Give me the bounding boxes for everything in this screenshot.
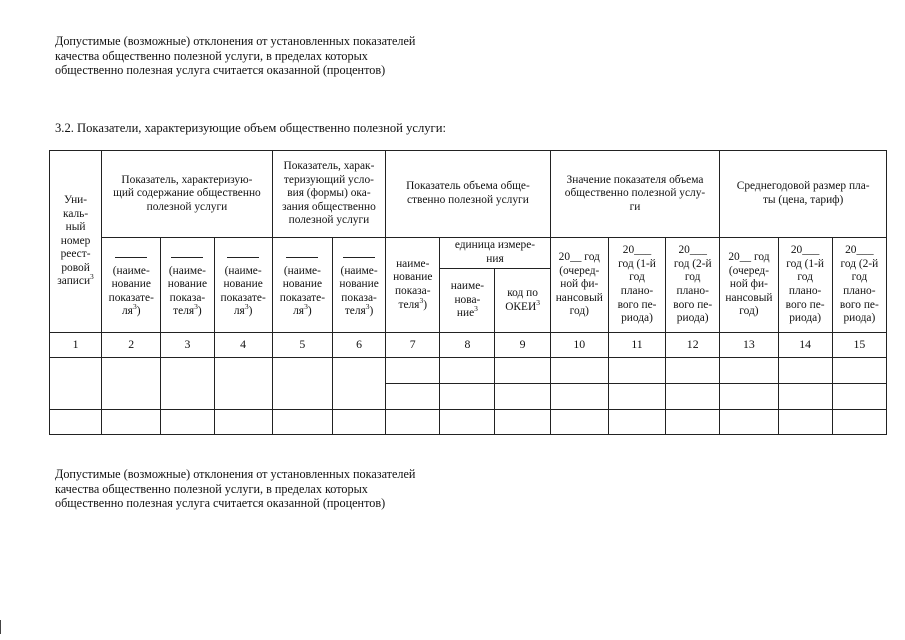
column-number: 6 (333, 333, 386, 358)
header-indicator-name-3: (наиме- нование показа- теля$^3$) (161, 238, 214, 333)
deviation-paragraph-bottom: Допустимые (возможные) отклонения от установленных показателей качества общественно полезной услуги, в пределах которых общественно полезная услуга считается оказанной (процентов) (55, 467, 416, 511)
empty-cell (386, 358, 440, 384)
empty-cell (495, 410, 550, 435)
empty-cell (832, 410, 886, 435)
empty-cell (550, 384, 608, 410)
column-number: 4 (214, 333, 272, 358)
header-year-2: 20___ год (1-й год плано- вого пе- риода) (608, 238, 665, 333)
deviation-paragraph-top: Допустимые (возможные) отклонения от установленных показателей качества общественно полезной услуги, в пределах которых общественно полезная услуга считается оказанной (процентов) (55, 34, 416, 78)
column-number: 2 (102, 333, 161, 358)
empty-cell (440, 358, 495, 384)
header-indicator-name-2: (наиме- нование показате- $ля^3$) (102, 238, 161, 333)
column-number: 10 (550, 333, 608, 358)
header-registry-number: Уни- каль- ный номер реест- ровой записи$^3$ (50, 151, 102, 333)
column-number: 11 (608, 333, 665, 358)
empty-cell (272, 410, 332, 435)
empty-cell (495, 358, 550, 384)
empty-cell (778, 410, 832, 435)
header-indicator-name-6: (наиме- нование показа- теля$^3$) (333, 238, 386, 333)
empty-cell (720, 358, 778, 384)
empty-cell (550, 358, 608, 384)
empty-cell (666, 384, 720, 410)
empty-cell (720, 384, 778, 410)
column-number: 12 (666, 333, 720, 358)
empty-cell (666, 358, 720, 384)
column-number: 13 (720, 333, 778, 358)
empty-cell (608, 410, 665, 435)
header-volume-name: наиме- нование показа- теля$^3$) (386, 238, 440, 333)
empty-cell (608, 358, 665, 384)
scan-edge-mark (0, 620, 1, 634)
header-indicator-name-5: (наиме- нование показате- $ля^3$) (272, 238, 332, 333)
column-number: 5 (272, 333, 332, 358)
header-year-3: 20___ год (2-й год плано- вого пе- риода) (666, 238, 720, 333)
empty-cell (440, 410, 495, 435)
empty-cell (778, 384, 832, 410)
header-year-4: 20__ год (очеред- ной фи- нансовый год) (720, 238, 778, 333)
column-number: 1 (50, 333, 102, 358)
table-row (50, 410, 887, 435)
header-volume-value: Значение показателя объема общественно полезной услу- ги (550, 151, 720, 238)
empty-cell (666, 410, 720, 435)
column-number-row (50, 333, 887, 358)
header-unit-okei: код по ОКЕИ$^3$ (495, 269, 550, 333)
column-number: 14 (778, 333, 832, 358)
header-year-5: 20___ год (1-й год плано- вого пе- риода) (778, 238, 832, 333)
empty-cell (832, 384, 886, 410)
column-number: 7 (386, 333, 440, 358)
empty-cell (386, 384, 440, 410)
column-number: 8 (440, 333, 495, 358)
column-number: 15 (832, 333, 886, 358)
empty-cell (333, 410, 386, 435)
empty-cell (102, 358, 161, 410)
empty-cell (272, 358, 332, 410)
empty-cell (214, 410, 272, 435)
header-average-fee: Среднегодовой размер пла- ты (цена, тариф) (720, 151, 887, 238)
empty-cell (50, 410, 102, 435)
header-unit: единица измере- ния (440, 238, 550, 269)
empty-cell (550, 410, 608, 435)
empty-cell (161, 410, 214, 435)
empty-cell (608, 384, 665, 410)
empty-cell (161, 358, 214, 410)
table-row (50, 358, 887, 384)
empty-cell (386, 410, 440, 435)
header-content-indicator: Показатель, характеризую- щий содержание общественно полезной услуги (102, 151, 273, 238)
empty-cell (495, 384, 550, 410)
empty-cell (333, 358, 386, 410)
empty-cell (440, 384, 495, 410)
header-indicator-name-4: (наиме- нование показате- $ля^3$) (214, 238, 272, 333)
empty-cell (832, 358, 886, 384)
header-unit-name: наиме- нова- ние$^3$ (440, 269, 495, 333)
section-title: 3.2. Показатели, характеризующие объем общественно полезной услуги: (55, 121, 446, 135)
empty-cell (778, 358, 832, 384)
volume-indicators-table (49, 150, 887, 435)
column-number: 9 (495, 333, 550, 358)
empty-cell (50, 358, 102, 410)
header-year-1: 20__ год (очеред- ной фи- нансовый год) (550, 238, 608, 333)
header-volume-indicator: Показатель объема обще- ственно полезной услуги (386, 151, 551, 238)
header-conditions-indicator: Показатель, харак- теризующий усло- вия (формы) ока- зания общественно полезной услуги (272, 151, 385, 238)
empty-cell (214, 358, 272, 410)
empty-cell (720, 410, 778, 435)
column-number: 3 (161, 333, 214, 358)
header-year-6: 20___ год (2-й год плано- вого пе- риода) (832, 238, 886, 333)
empty-cell (102, 410, 161, 435)
